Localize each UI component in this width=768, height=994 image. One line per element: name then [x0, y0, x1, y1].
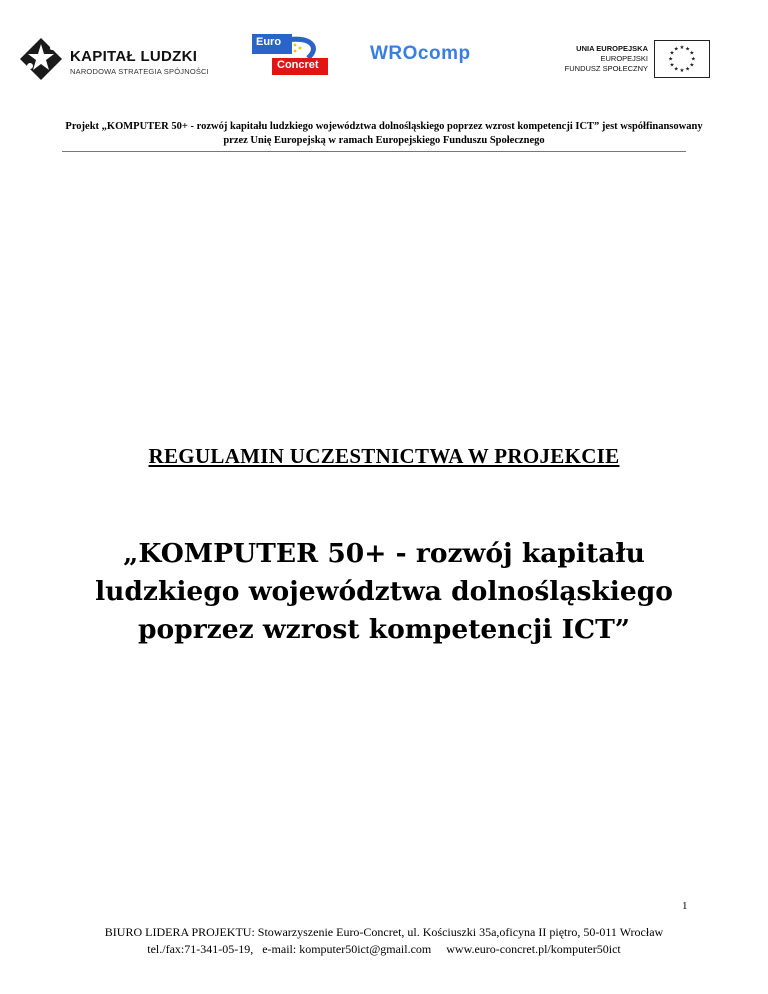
project-cofinancing-note: Projekt „KOMPUTER 50+ - rozwój kapitału ludzkiego województwa dolnośląskiego poprzez wzrost kompetencji ICT” jest współfinansowany przez Unię Europejską w ramach Europejskiego Funduszu Społecznego [65, 121, 703, 146]
kapital-ludzki-logo [18, 36, 218, 82]
footer-address: BIURO LIDERA PROJEKTU: Stowarzyszenie Euro-Concret, ul. Kościuszki 35a,oficyna II piętro, 50-011 Wrocław [104, 925, 664, 939]
page-number: 1 [682, 900, 688, 912]
eu-line-3: FUNDUSZ SPOŁECZNY [564, 64, 648, 73]
document-title: REGULAMIN UCZESTNICTWA W PROJEKCIE [148, 444, 620, 468]
svg-text:★: ★ [669, 62, 675, 69]
svg-text:★: ★ [685, 46, 691, 53]
footer [30, 924, 738, 958]
svg-text:★: ★ [685, 66, 691, 73]
svg-text:★: ★ [689, 62, 695, 69]
project-title: „KOMPUTER 50+ - rozwój kapitału ludzkiego województwa dolnośląskiego poprzez wzrost kompetencji ICT” [95, 538, 673, 645]
footer-contact: tel./fax:71-341-05-19, e-mail: komputer50ict@gmail.com www.euro-concret.pl/komputer50ict [147, 942, 621, 956]
eu-line-1: UNIA EUROPEJSKA [576, 44, 648, 53]
header-divider [62, 151, 686, 152]
euro-concret-logo [252, 34, 328, 76]
eu-flag-icon [654, 40, 710, 78]
svg-text:★: ★ [689, 50, 695, 57]
svg-text:★: ★ [679, 45, 685, 52]
svg-text:★: ★ [668, 56, 674, 63]
svg-text:★: ★ [679, 67, 685, 74]
eu-line-2: EUROPEJSKI [600, 54, 648, 63]
euro-concret-concret-label: Concret [272, 58, 328, 75]
eu-logo [550, 40, 710, 78]
wrocomp-logo: WROcomp [370, 43, 471, 64]
eu-logo-text [565, 44, 648, 74]
logo-bar [0, 0, 768, 90]
svg-text:★: ★ [673, 66, 679, 73]
svg-text:★: ★ [673, 46, 679, 53]
euro-concret-euro-label: Euro [252, 34, 292, 54]
kapital-ludzki-title: KAPITAŁ LUDZKI [70, 48, 198, 65]
kapital-ludzki-subtitle: NARODOWA STRATEGIA SPÓJNOŚCI [70, 67, 209, 76]
svg-text:★: ★ [669, 50, 675, 57]
kapital-ludzki-icon [18, 36, 64, 82]
svg-text:★: ★ [690, 56, 696, 63]
